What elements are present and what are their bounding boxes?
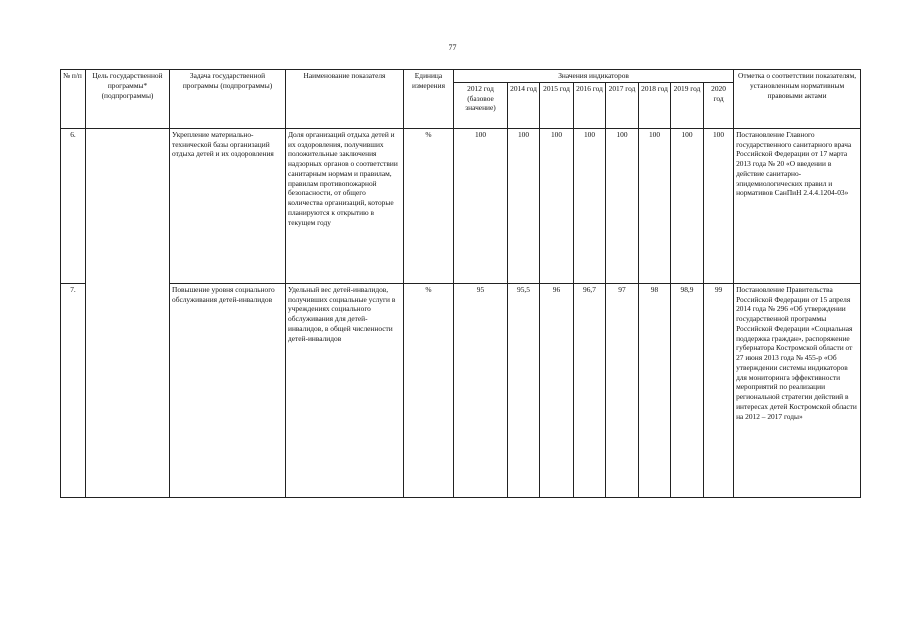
value-cell: 100 xyxy=(671,128,704,283)
header-indicator: Наименование показателя xyxy=(286,70,404,129)
value-cell: 98 xyxy=(639,283,671,497)
table-row xyxy=(61,283,861,497)
header-year: 2019 год xyxy=(671,82,704,128)
value-cell: 97 xyxy=(606,283,639,497)
row-num: 7. xyxy=(61,283,86,497)
value-cell: 95,5 xyxy=(508,283,540,497)
value-cell: 96,7 xyxy=(574,283,606,497)
header-num: № п/п xyxy=(61,70,86,129)
indicator-cell: Доля организаций отдыха детей и их оздоровления, получивших положительные заключения надзорных органов о соответствии санитарным нормам и правилам, правилам противопожарной безопасности, от общего количества организаций, которые планируются к открытию в текущем году xyxy=(286,128,404,283)
value-cell: 100 xyxy=(508,128,540,283)
page-number: 77 xyxy=(448,43,457,52)
header-values: Значения индикаторов xyxy=(454,70,734,83)
unit-cell: % xyxy=(404,283,454,497)
value-cell: 98,9 xyxy=(671,283,704,497)
header-year: 2012 год (базовое значение) xyxy=(454,82,508,128)
unit-cell: % xyxy=(404,128,454,283)
value-cell: 100 xyxy=(606,128,639,283)
header-year: 2018 год xyxy=(639,82,671,128)
acts-cell: Постановление Главного государственного санитарного врача Российской Федерации от 17 марта 2013 года № 20 «О введении в действие санитарно- эпидемиологических правил и нормативов СанПиН 2.4.4.1204-03» xyxy=(734,128,861,283)
value-cell: 100 xyxy=(704,128,734,283)
row-num: 6. xyxy=(61,128,86,283)
header-year: 2017 год xyxy=(606,82,639,128)
task-cell: Укрепление материально-технической базы организаций отдыха детей и их оздоровления xyxy=(170,128,286,283)
header-year: 2016 год xyxy=(574,82,606,128)
value-cell: 100 xyxy=(574,128,606,283)
value-cell: 100 xyxy=(454,128,508,283)
header-year: 2015 год xyxy=(540,82,574,128)
value-cell: 95 xyxy=(454,283,508,497)
header-unit: Единица измерения xyxy=(404,70,454,129)
goal-cell xyxy=(86,128,170,497)
header-task: Задача государственной программы (подпрограммы) xyxy=(170,70,286,129)
header-acts: Отметка о соответствии показателям, установленным нормативным правовыми актами xyxy=(734,70,861,129)
indicators-table xyxy=(60,69,861,498)
acts-cell: Постановление Правительства Российской Федерации от 15 апреля 2014 года № 296 «Об утверждении государственной программы Российской Федерации «Социальная поддержка граждан», распоряжение губернатора Костромской области от 27 июня 2013 года № 455-р «Об утверждении системы индикаторов для мониторинга эффективности мероприятий по реализации региональной стратегии действий в интересах детей Костромской области на 2012 – 2017 годы» xyxy=(734,283,861,497)
header-goal: Цель государственной программы* (подпрограммы) xyxy=(86,70,170,129)
value-cell: 100 xyxy=(540,128,574,283)
indicator-cell: Удельный вес детей-инвалидов, получивших социальные услуги в учреждениях социального обслуживания для детей-инвалидов, в общей численности детей-инвалидов xyxy=(286,283,404,497)
table-row xyxy=(61,128,861,283)
header-year: 2014 год xyxy=(508,82,540,128)
task-cell: Повышение уровня социального обслуживания детей-инвалидов xyxy=(170,283,286,497)
value-cell: 96 xyxy=(540,283,574,497)
header-row-1 xyxy=(61,70,861,83)
value-cell: 100 xyxy=(639,128,671,283)
header-year: 2020 год xyxy=(704,82,734,128)
value-cell: 99 xyxy=(704,283,734,497)
